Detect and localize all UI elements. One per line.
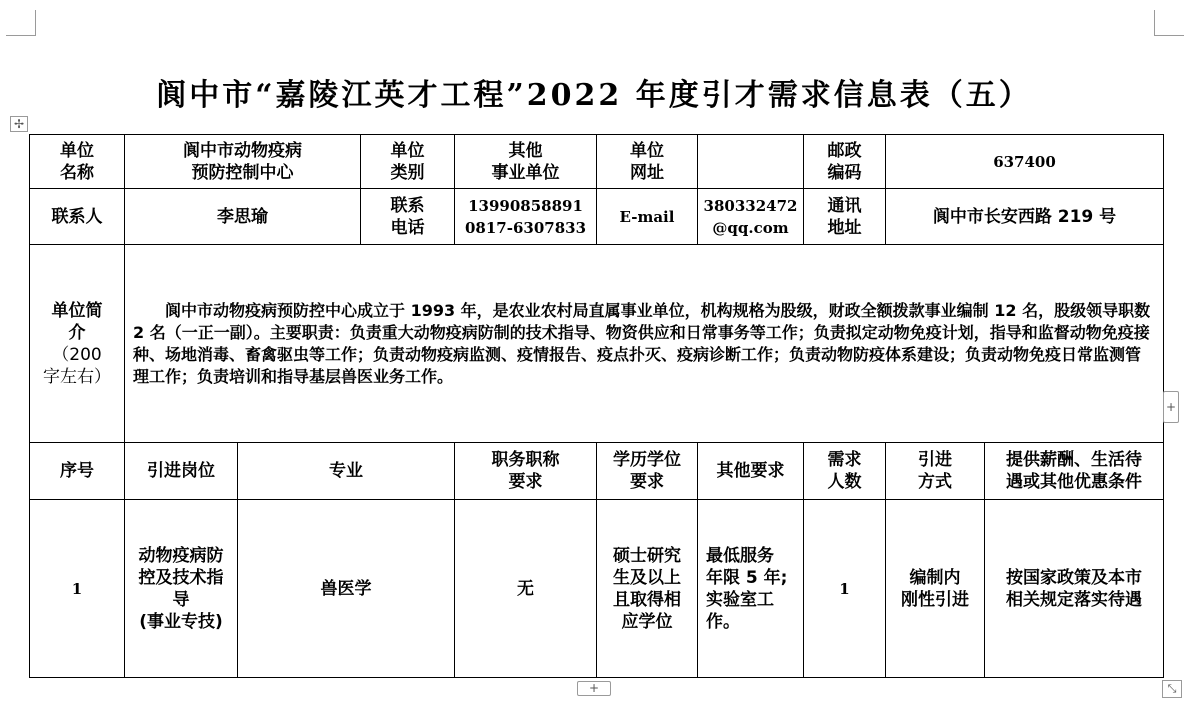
intro-text-cell — [125, 245, 1164, 443]
header-title-req: 职务职称 要求 — [455, 443, 597, 500]
email-label: E-mail — [597, 189, 698, 245]
table-row — [30, 500, 1164, 678]
document-title: 阆中市“嘉陵江英才工程”2022 年度引才需求信息表（五） — [156, 78, 1032, 113]
row-other-req: 最低服务 年限 5 年; 实验室工 作。 — [698, 500, 804, 678]
page-corner-mark-top-left — [6, 10, 36, 36]
intro-label — [30, 245, 125, 443]
header-method: 引进 方式 — [886, 443, 985, 500]
contact-label: 联系人 — [30, 189, 125, 245]
recruitment-info-table — [29, 134, 1164, 678]
header-degree-req: 学历学位 要求 — [597, 443, 698, 500]
phone-label: 联系 电话 — [361, 189, 455, 245]
header-no: 序号 — [30, 443, 125, 500]
header-other-req: 其他要求 — [698, 443, 804, 500]
row-post: 动物疫病防 控及技术指 导 (事业专技) — [125, 500, 238, 678]
unit-website-value — [698, 135, 804, 189]
page-corner-mark-top-right — [1154, 10, 1184, 36]
unit-category-label: 单位 类别 — [361, 135, 455, 189]
address-value: 阆中市长安西路 219 号 — [886, 189, 1164, 245]
row-count: 1 — [804, 500, 886, 678]
phone-value: 13990858891 0817-6307833 — [455, 189, 597, 245]
unit-website-label: 单位 网址 — [597, 135, 698, 189]
email-value: 380332472 @qq.com — [698, 189, 804, 245]
row-benefits: 按国家政策及本市 相关规定落实待遇 — [985, 500, 1164, 678]
intro-text: 阆中市动物疫病预防控中心成立于 1993 年，是农业农村局直属事业单位，机构规格为股级，财政全额拨款事业编制 12 名，股级领导职数 2 名（一正一副）。主要职责：负责重大动物疫病防制的技术指导、物资供应和日常事务等工作；负责拟定动物免疫计划，指导和监督动物免疫接种、场地消毒、畜禽驱虫等工作；负责动物疫病监测、疫情报告、疫点扑灭、疫病诊断工作；负责动物防疫体系建设；负责动物免疫日常监测管理工作；负责培训和指导基层兽医业务工作。 — [133, 300, 1151, 386]
row-method: 编制内 刚性引进 — [886, 500, 985, 678]
unit-name-label: 单位 名称 — [30, 135, 125, 189]
address-label: 通讯 地址 — [804, 189, 886, 245]
row-degree-req: 硕士研究 生及以上 且取得相 应学位 — [597, 500, 698, 678]
row-no: 1 — [30, 500, 125, 678]
add-row-button[interactable]: + — [577, 681, 611, 696]
postcode-value: 637400 — [886, 135, 1164, 189]
unit-name-value: 阆中市动物疫病 预防控制中心 — [125, 135, 361, 189]
row-major: 兽医学 — [238, 500, 455, 678]
unit-category-value: 其他 事业单位 — [455, 135, 597, 189]
table-move-handle-icon[interactable]: ✢ — [10, 116, 28, 132]
intro-label-note: （200 字左右） — [43, 344, 111, 387]
header-post: 引进岗位 — [125, 443, 238, 500]
row-title-req: 无 — [455, 500, 597, 678]
header-count: 需求 人数 — [804, 443, 886, 500]
intro-label-main: 单位简 介 — [51, 300, 103, 343]
header-major: 专业 — [238, 443, 455, 500]
contact-value: 李思瑜 — [125, 189, 361, 245]
table-resize-handle-icon[interactable]: ⤡ — [1162, 680, 1182, 698]
add-column-button[interactable]: + — [1163, 391, 1179, 423]
postcode-label: 邮政 编码 — [804, 135, 886, 189]
header-benefits: 提供薪酬、生活待 遇或其他优惠条件 — [985, 443, 1164, 500]
